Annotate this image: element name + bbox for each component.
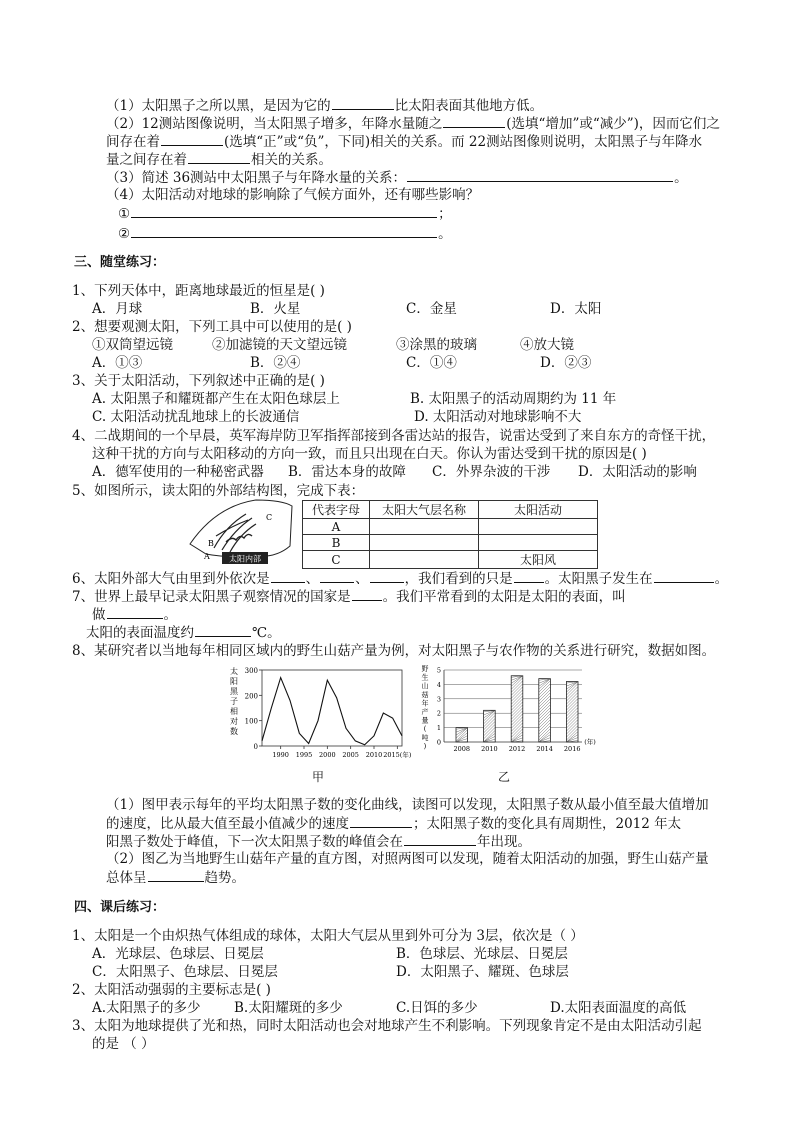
question-line: 6、太阳外部大气由里到外依次是 、 、 ，我们看到的只是 。太阳黑子发生在 。	[72, 571, 729, 587]
option: A．①③	[92, 355, 143, 371]
y-axis-label-char: 黑	[230, 687, 238, 696]
table-row	[303, 535, 598, 551]
question-line: 总体呈 趋势。	[106, 870, 245, 886]
question-line: （2）图乙为当地野生山菇年产量的直方图，对照两图可以发现，随着太阳活动的加强，野生山菇产量	[106, 851, 709, 867]
question-line: （1）太阳黑子之所以黑，是因为它的 比太阳表面其他地方低。	[106, 98, 544, 114]
option: A.太阳黑子的多少	[92, 1000, 201, 1016]
option: D．②③	[540, 355, 592, 371]
option: C．外界杂波的干涉	[432, 464, 551, 480]
question-stem: 2、想要观测太阳，下列工具中可以使用的是( )	[72, 319, 352, 335]
question-line: 太阳的表面温度约 ℃。	[86, 625, 281, 641]
section-title: 四、课后练习：	[74, 900, 166, 915]
y-tick-label: 1	[436, 724, 441, 733]
table-cell: A	[303, 519, 370, 535]
y-axis-label-char: 山	[421, 682, 429, 691]
fig-label-sun-interior: 太阳内部	[229, 554, 261, 564]
option: C.日饵的多少	[396, 1000, 478, 1016]
y-tick-label: 3	[436, 695, 441, 704]
question-stem: 8、某研究者以当地每年相同区域内的野生山菇产量为例，对太阳黑子与农作物的关系进行研究，数据如图。	[72, 643, 716, 659]
y-axis-label-char: 野	[421, 665, 429, 673]
x-tick-label: 2000	[319, 751, 336, 759]
answer-line: ② 。	[118, 226, 452, 242]
y-axis-label-char: 相	[230, 707, 238, 716]
question-line: 量之间存在着 相关的关系。	[106, 152, 332, 168]
y-axis-label-char: 太	[230, 667, 238, 676]
plot-frame	[262, 670, 402, 746]
option: A．德军使用的一种秘密武器	[92, 464, 264, 480]
table-header: 代表字母	[303, 501, 370, 519]
chart-caption: 乙	[498, 770, 511, 784]
table-cell	[479, 535, 598, 551]
table-cell: 太阳风	[479, 551, 598, 569]
question-line: （4）太阳活动对地球的影响除了气候方面外，还有哪些影响？	[106, 187, 480, 203]
sun-structure-figure	[186, 496, 294, 566]
option: C. 太阳活动扰乱地球上的长波通信	[92, 409, 300, 425]
table-header: 太阳活动	[479, 501, 598, 519]
y-axis-label-char: (	[423, 725, 427, 734]
sunspot-series-line	[262, 678, 402, 745]
x-tick-label: 2005	[342, 751, 359, 759]
option: B. 太阳黑子的活动周期约为 11 年	[410, 391, 617, 407]
table-cell	[370, 551, 479, 569]
question-line: 间存在着 (选填“正”或“负”，下同)相关的关系。而 22测站图像则说明，太阳黑子与年降水	[106, 134, 703, 150]
option: D. 太阳活动对地球影响不大	[414, 409, 582, 425]
x-tick-label: 1995	[295, 751, 313, 759]
y-axis-label-char: 年	[421, 699, 429, 708]
option: D．太阳	[550, 301, 602, 317]
question-line: 的速度，比从最大值至最小值减少的速度 ；太阳黑子数的变化具有周期性，2012 年太	[106, 816, 682, 832]
table-cell	[370, 519, 479, 535]
mushroom-bar-chart	[418, 662, 596, 766]
x-tick-label: 2008	[453, 745, 471, 753]
option: B.太阳耀斑的多少	[234, 1000, 343, 1016]
option: C．①④	[406, 355, 457, 371]
y-axis-label-char: 吨	[421, 733, 429, 742]
question-line: （1）图甲表示每年的平均太阳黑子数的变化曲线，读图可以发现，太阳黑子数从最小值至最大值增加	[106, 797, 709, 813]
table-header: 太阳大气层名称	[370, 501, 479, 519]
table-cell	[370, 535, 479, 551]
question-stem: 5、如图所示，读太阳的外部结构图，完成下表：	[72, 483, 365, 499]
y-tick-label: 4	[436, 680, 441, 689]
y-axis-label-char: )	[423, 742, 427, 751]
y-axis-label-char: 子	[230, 697, 238, 706]
option: C．金星	[406, 301, 457, 317]
option: B．色球层、光球层、日冕层	[396, 946, 568, 962]
table-row	[303, 519, 598, 535]
question-line: 阳黑子数处于峰值，下一次太阳黑子数的峰值会在 年出现。	[106, 834, 531, 850]
y-tick-label: 200	[244, 692, 258, 701]
question-stem: 1、下列天体中，距离地球最近的恒星是( )	[72, 283, 325, 299]
question-line: （3）简述 36测站中太阳黑子与年降水量的关系： 。	[106, 170, 688, 186]
x-tick-label: 2016	[563, 745, 581, 753]
y-tick-label: 0	[436, 738, 441, 747]
x-tick-label: 2012	[508, 745, 526, 753]
y-axis-label-char: 数	[230, 727, 238, 736]
sunspot-line-chart	[226, 662, 416, 766]
option: B．雷达本身的故障	[288, 464, 406, 480]
table-cell: C	[303, 551, 370, 569]
option: B．②④	[250, 355, 301, 371]
answer-line: ① ；	[118, 206, 452, 222]
question-stem: 4、二战期间的一个早晨，英军海岸防卫军指挥部接到各雷达站的报告，说雷达受到了来自东方的奇怪干扰，	[72, 428, 716, 444]
question-stem: 3、关于太阳活动，下列叙述中正确的是( )	[72, 373, 325, 389]
y-tick-label: 0	[253, 743, 258, 751]
table-cell: B	[303, 535, 370, 551]
fig-letter-c: C	[266, 513, 273, 522]
table-row	[303, 551, 598, 569]
y-axis-label-char: 量	[421, 716, 429, 725]
x-tick-label: 1990	[272, 751, 289, 759]
y-axis-label-char: 菇	[421, 690, 429, 699]
x-tick-label: 2010	[481, 745, 498, 753]
section-title: 三、随堂练习：	[74, 255, 166, 270]
y-axis-label-char: 阳	[230, 677, 238, 686]
question-stem: 3、太阳为地球提供了光和热，同时太阳活动也会对地球产生不利影响。下列现象肯定不是由太阳活动引起	[72, 1018, 702, 1034]
item: ②加滤镜的天文望远镜	[212, 337, 347, 353]
option: B．火星	[250, 301, 301, 317]
question-stem: 的是 （ ）	[92, 1036, 155, 1052]
question-line: 7、世界上最早记录太阳黑子观察情况的国家是 。我们平常看到的太阳是太阳的表面，叫	[72, 589, 626, 605]
table-cell	[479, 519, 598, 535]
question-line: 做 。	[92, 607, 177, 623]
question-stem: 1、太阳是一个由炽热气体组成的球体，太阳大气层从里到外可分为 3层，依次是（ ）	[72, 928, 584, 944]
x-axis-unit: (年)	[584, 738, 596, 746]
chart-caption: 甲	[312, 770, 325, 784]
x-tick-label: 2014	[536, 745, 553, 753]
x-tick-label: 2010	[365, 751, 383, 759]
y-tick-label: 300	[244, 667, 258, 675]
question-stem: 这种干扰的方向与太阳移动的方向一致，而且只出现在白天。你认为雷达受到干扰的原因是( )	[92, 446, 647, 462]
item: ①双筒望远镜	[92, 337, 173, 353]
option: C．太阳黑子、色球层、日冕层	[92, 964, 278, 980]
option: A. 太阳黑子和耀斑都产生在太阳色球层上	[92, 391, 340, 407]
y-tick-label: 5	[436, 666, 441, 675]
answer-table	[302, 500, 598, 569]
option: D．太阳黑子、耀斑、色球层	[396, 964, 569, 980]
y-axis-label-char: 产	[421, 708, 429, 716]
x-tick-label: 2015(年)	[383, 751, 412, 759]
y-tick-label: 2	[436, 709, 441, 718]
item: ④放大镜	[520, 337, 574, 353]
fig-letter-b: B	[208, 539, 214, 548]
question-line: （2）12测站图像说明，当太阳黑子增多，年降水量随之 (选填“增加”或“减少”)，因而它们之	[106, 116, 720, 132]
option: D．太阳活动的影响	[578, 464, 697, 480]
y-axis-label-char: 对	[230, 717, 238, 726]
option: A．光球层、色球层、日冕层	[92, 946, 264, 962]
fig-letter-a: A	[204, 552, 210, 561]
y-tick-label: 100	[244, 717, 258, 726]
option: D.太阳表面温度的高低	[550, 1000, 687, 1016]
y-axis-label-char: 生	[421, 673, 429, 682]
option: A．月球	[92, 301, 143, 317]
item: ③涂黑的玻璃	[396, 337, 477, 353]
question-stem: 2、太阳活动强弱的主要标志是( )	[72, 982, 271, 998]
